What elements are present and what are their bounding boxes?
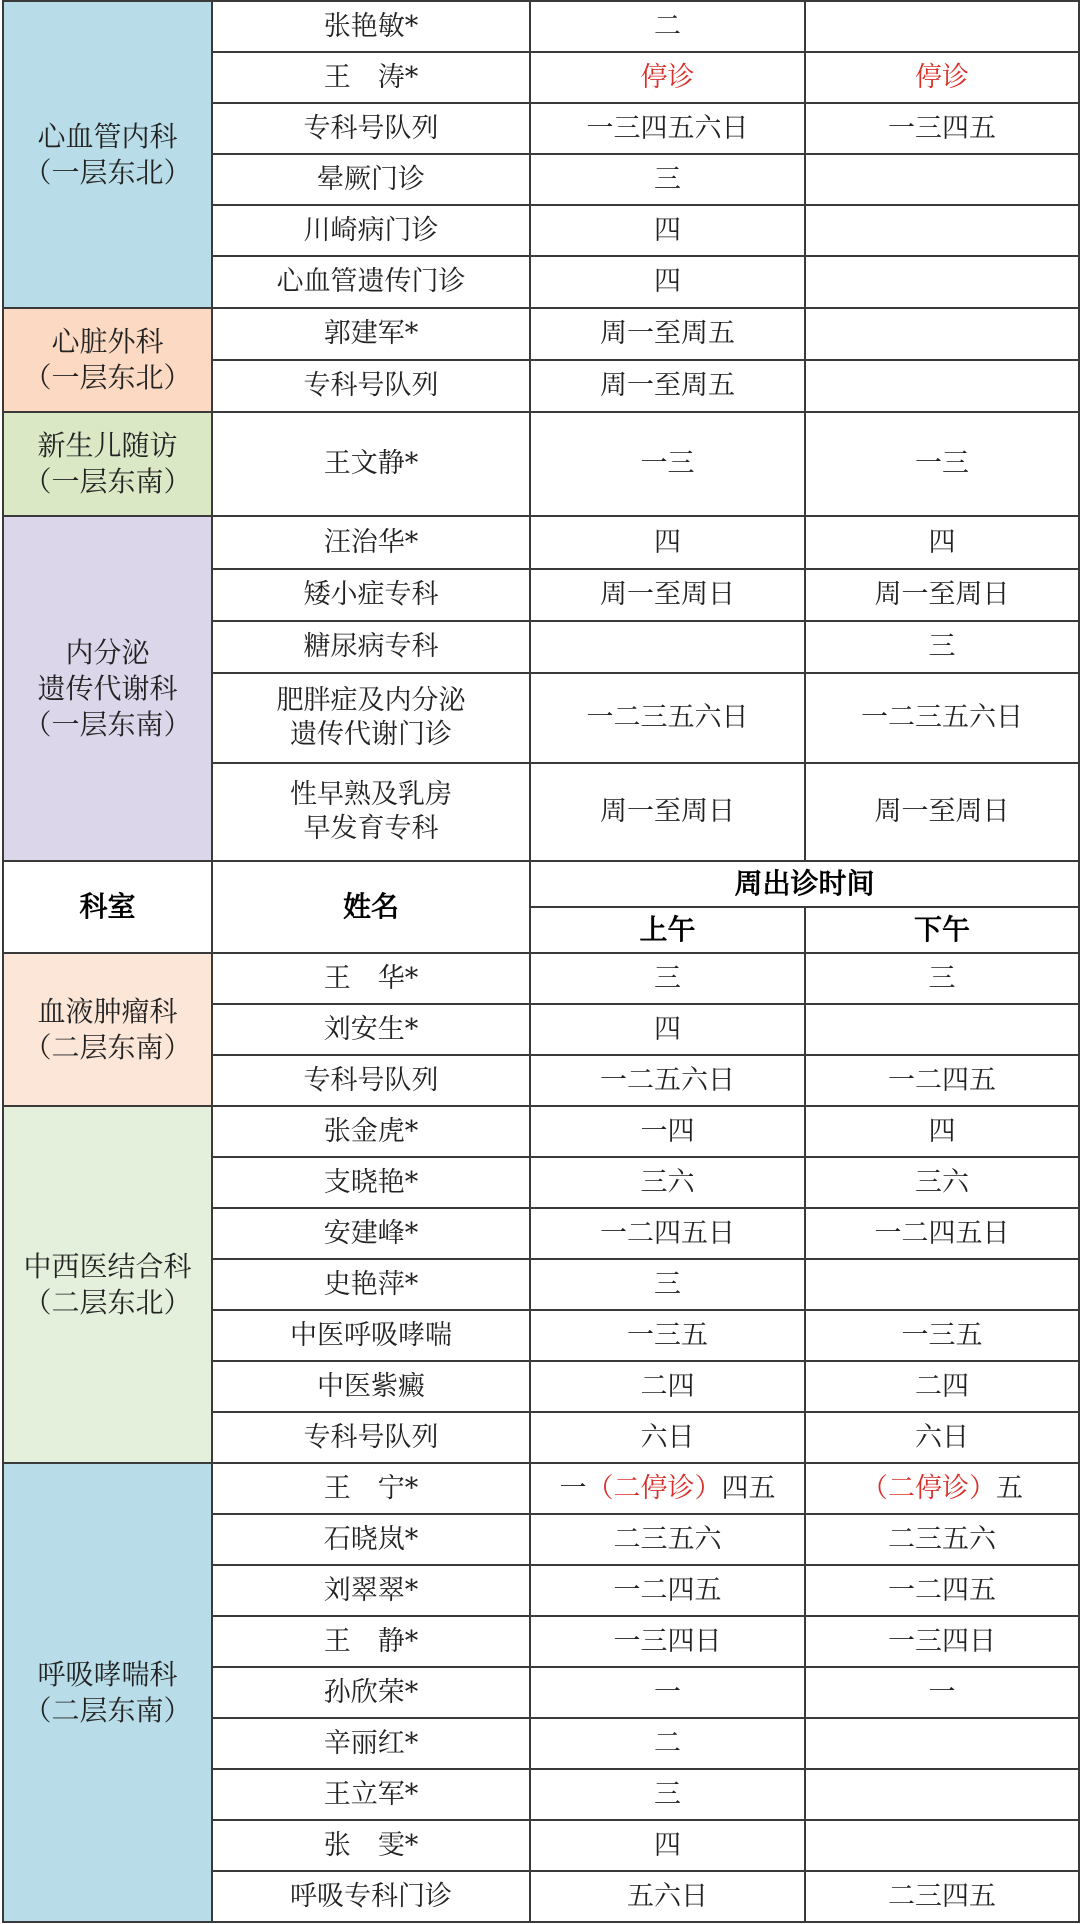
dept-label: 遗传代谢科 [37, 671, 178, 705]
am-schedule: 一三四日 [530, 1616, 805, 1667]
doctor-name: 王 涛* [212, 52, 530, 103]
doctor-name: 郭建军* [212, 308, 530, 360]
doctor-name: 王立军* [212, 1769, 530, 1820]
am-schedule: 五六日 [530, 1871, 805, 1922]
am-schedule: 周一至周五 [530, 308, 805, 360]
suspended-note: （二停诊） [586, 1472, 722, 1504]
doctor-name: 晕厥门诊 [212, 154, 530, 205]
am-schedule: 一三 [530, 412, 805, 516]
dept-label: 中西医结合科 [23, 1249, 192, 1283]
pm-schedule: 一 [805, 1667, 1079, 1718]
pm-schedule: 二三五六 [805, 1514, 1079, 1565]
am-schedule: 三 [530, 953, 805, 1004]
pm-days: 五 [996, 1472, 1023, 1504]
doctor-name: 刘翠翠* [212, 1565, 530, 1616]
am-schedule: 二 [530, 1718, 805, 1769]
pm-schedule: 一二三五六日 [805, 673, 1079, 763]
am-schedule: 一 [530, 1667, 805, 1718]
pm-schedule: 六日 [805, 1412, 1079, 1463]
am-schedule: 停诊 [530, 52, 805, 103]
doctor-name: 刘安生* [212, 1004, 530, 1055]
doctor-name: 王 华* [212, 953, 530, 1004]
table-row [3, 1463, 1079, 1514]
table-row [3, 308, 1079, 360]
doctor-name: 专科号队列 [212, 103, 530, 154]
pm-schedule [805, 1820, 1079, 1871]
doctor-name: 川崎病门诊 [212, 205, 530, 256]
doctor-name: 呼吸专科门诊 [212, 1871, 530, 1922]
doctor-name: 专科号队列 [212, 360, 530, 412]
am-schedule: 三六 [530, 1157, 805, 1208]
doctor-name: 支晓艳* [212, 1157, 530, 1208]
am-schedule: 六日 [530, 1412, 805, 1463]
dept-cell-tcm [3, 1106, 212, 1463]
suspended-note: （二停诊） [861, 1472, 996, 1504]
am-schedule: 周一至周日 [530, 569, 805, 621]
dept-label: 血液肿瘤科 [37, 994, 178, 1028]
pm-schedule: 四 [805, 516, 1079, 569]
am-days: 一 [559, 1472, 587, 1504]
clinic-name-line: 遗传代谢门诊 [290, 719, 452, 750]
am-schedule: 四 [530, 1820, 805, 1871]
am-schedule: 一二三五六日 [530, 673, 805, 763]
table-header-row [3, 861, 1079, 907]
doctor-name: 张金虎* [212, 1106, 530, 1157]
table-row [3, 412, 1079, 516]
pm-schedule [805, 360, 1079, 412]
table-row [3, 1, 1079, 52]
dept-label: 呼吸哮喘科 [37, 1657, 178, 1691]
pm-schedule: 四 [805, 1106, 1079, 1157]
dept-location: （二层东南） [23, 1693, 192, 1727]
doctor-name: 王 静* [212, 1616, 530, 1667]
dept-cell-cardiac-surgery [3, 308, 212, 412]
clinic-schedule-table [2, 0, 1080, 1923]
doctor-name: 石晓岚* [212, 1514, 530, 1565]
table-row [3, 1106, 1079, 1157]
pm-schedule [805, 1718, 1079, 1769]
doctor-name: 汪治华* [212, 516, 530, 569]
pm-schedule [805, 1259, 1079, 1310]
doctor-name: 专科号队列 [212, 1412, 530, 1463]
pm-schedule: 一二四五 [805, 1565, 1079, 1616]
dept-label: 心脏外科 [51, 325, 164, 358]
dept-location: （一层东北） [23, 155, 192, 189]
pm-schedule: 一三五 [805, 1310, 1079, 1361]
am-schedule: 二四 [530, 1361, 805, 1412]
am-schedule: 三 [530, 154, 805, 205]
clinic-name-line: 早发育专科 [303, 813, 439, 844]
dept-location: （二层东南） [23, 1030, 192, 1064]
pm-schedule: 周一至周日 [805, 763, 1079, 861]
pm-schedule: 一二四五日 [805, 1208, 1079, 1259]
am-schedule: 二 [530, 1, 805, 52]
dept-label: 新生儿随访 [37, 429, 178, 462]
header-pm: 下午 [805, 907, 1079, 953]
doctor-name: 王文静* [212, 412, 530, 516]
am-schedule: 四 [530, 205, 805, 256]
pm-schedule [805, 1769, 1079, 1820]
doctor-name: 孙欣荣* [212, 1667, 530, 1718]
pm-schedule: 二三四五 [805, 1871, 1079, 1922]
clinic-name-line: 肥胖症及内分泌 [276, 685, 466, 716]
pm-schedule: 二四 [805, 1361, 1079, 1412]
pm-schedule: 三 [805, 953, 1079, 1004]
pm-schedule [805, 256, 1079, 308]
doctor-name: 专科号队列 [212, 1055, 530, 1106]
doctor-name: 中医紫癜 [212, 1361, 530, 1412]
am-schedule: 一二五六日 [530, 1055, 805, 1106]
header-weekly-time: 周出诊时间 [530, 861, 1079, 907]
pm-schedule: 一三 [805, 412, 1079, 516]
pm-schedule [805, 308, 1079, 360]
doctor-name: 中医呼吸哮喘 [212, 1310, 530, 1361]
dept-label: 心血管内科 [37, 119, 178, 153]
am-schedule: 四 [530, 1004, 805, 1055]
dept-cell-hematology [3, 953, 212, 1106]
pm-schedule [805, 205, 1079, 256]
am-schedule: 一四 [530, 1106, 805, 1157]
am-schedule: 三 [530, 1259, 805, 1310]
header-am: 上午 [530, 907, 805, 953]
pm-schedule: 一三四日 [805, 1616, 1079, 1667]
doctor-name [212, 673, 530, 763]
table-row [3, 953, 1079, 1004]
pm-schedule: 一二四五 [805, 1055, 1079, 1106]
am-schedule: 一三四五六日 [530, 103, 805, 154]
doctor-name: 心血管遗传门诊 [212, 256, 530, 308]
am-schedule: 四 [530, 256, 805, 308]
header-dept: 科室 [3, 861, 212, 953]
am-schedule: 一二四五日 [530, 1208, 805, 1259]
am-schedule: 一二四五 [530, 1565, 805, 1616]
doctor-name: 史艳萍* [212, 1259, 530, 1310]
table-row [3, 516, 1079, 569]
pm-schedule: 三六 [805, 1157, 1079, 1208]
pm-schedule [805, 154, 1079, 205]
am-schedule: 周一至周五 [530, 360, 805, 412]
pm-schedule [805, 1463, 1079, 1514]
dept-location: （一层东北） [23, 361, 192, 394]
dept-location: （二层东北） [23, 1285, 192, 1319]
doctor-name: 王 宁* [212, 1463, 530, 1514]
doctor-name: 安建峰* [212, 1208, 530, 1259]
doctor-name: 张艳敏* [212, 1, 530, 52]
pm-schedule: 停诊 [805, 52, 1079, 103]
doctor-name: 矮小症专科 [212, 569, 530, 621]
am-schedule: 二三五六 [530, 1514, 805, 1565]
dept-location: （一层东南） [23, 707, 192, 741]
dept-cell-endocrine [3, 516, 212, 861]
am-days: 四五 [721, 1472, 776, 1504]
header-name: 姓名 [212, 861, 530, 953]
pm-schedule: 三 [805, 621, 1079, 673]
am-schedule: 四 [530, 516, 805, 569]
doctor-name [212, 763, 530, 861]
am-schedule: 周一至周日 [530, 763, 805, 861]
am-schedule [530, 1463, 805, 1514]
am-schedule: 三 [530, 1769, 805, 1820]
am-schedule [530, 621, 805, 673]
clinic-name-line: 性早熟及乳房 [290, 779, 452, 810]
dept-location: （一层东南） [23, 465, 192, 498]
pm-schedule: 一三四五 [805, 103, 1079, 154]
pm-schedule: 周一至周日 [805, 569, 1079, 621]
doctor-name: 糖尿病专科 [212, 621, 530, 673]
dept-cell-cardiology [3, 1, 212, 308]
pm-schedule [805, 1004, 1079, 1055]
doctor-name: 张 雯* [212, 1820, 530, 1871]
dept-cell-neonatal [3, 412, 212, 516]
dept-label: 内分泌 [65, 635, 150, 669]
pm-schedule [805, 1, 1079, 52]
am-schedule: 一三五 [530, 1310, 805, 1361]
dept-cell-respiratory [3, 1463, 212, 1922]
doctor-name: 辛丽红* [212, 1718, 530, 1769]
